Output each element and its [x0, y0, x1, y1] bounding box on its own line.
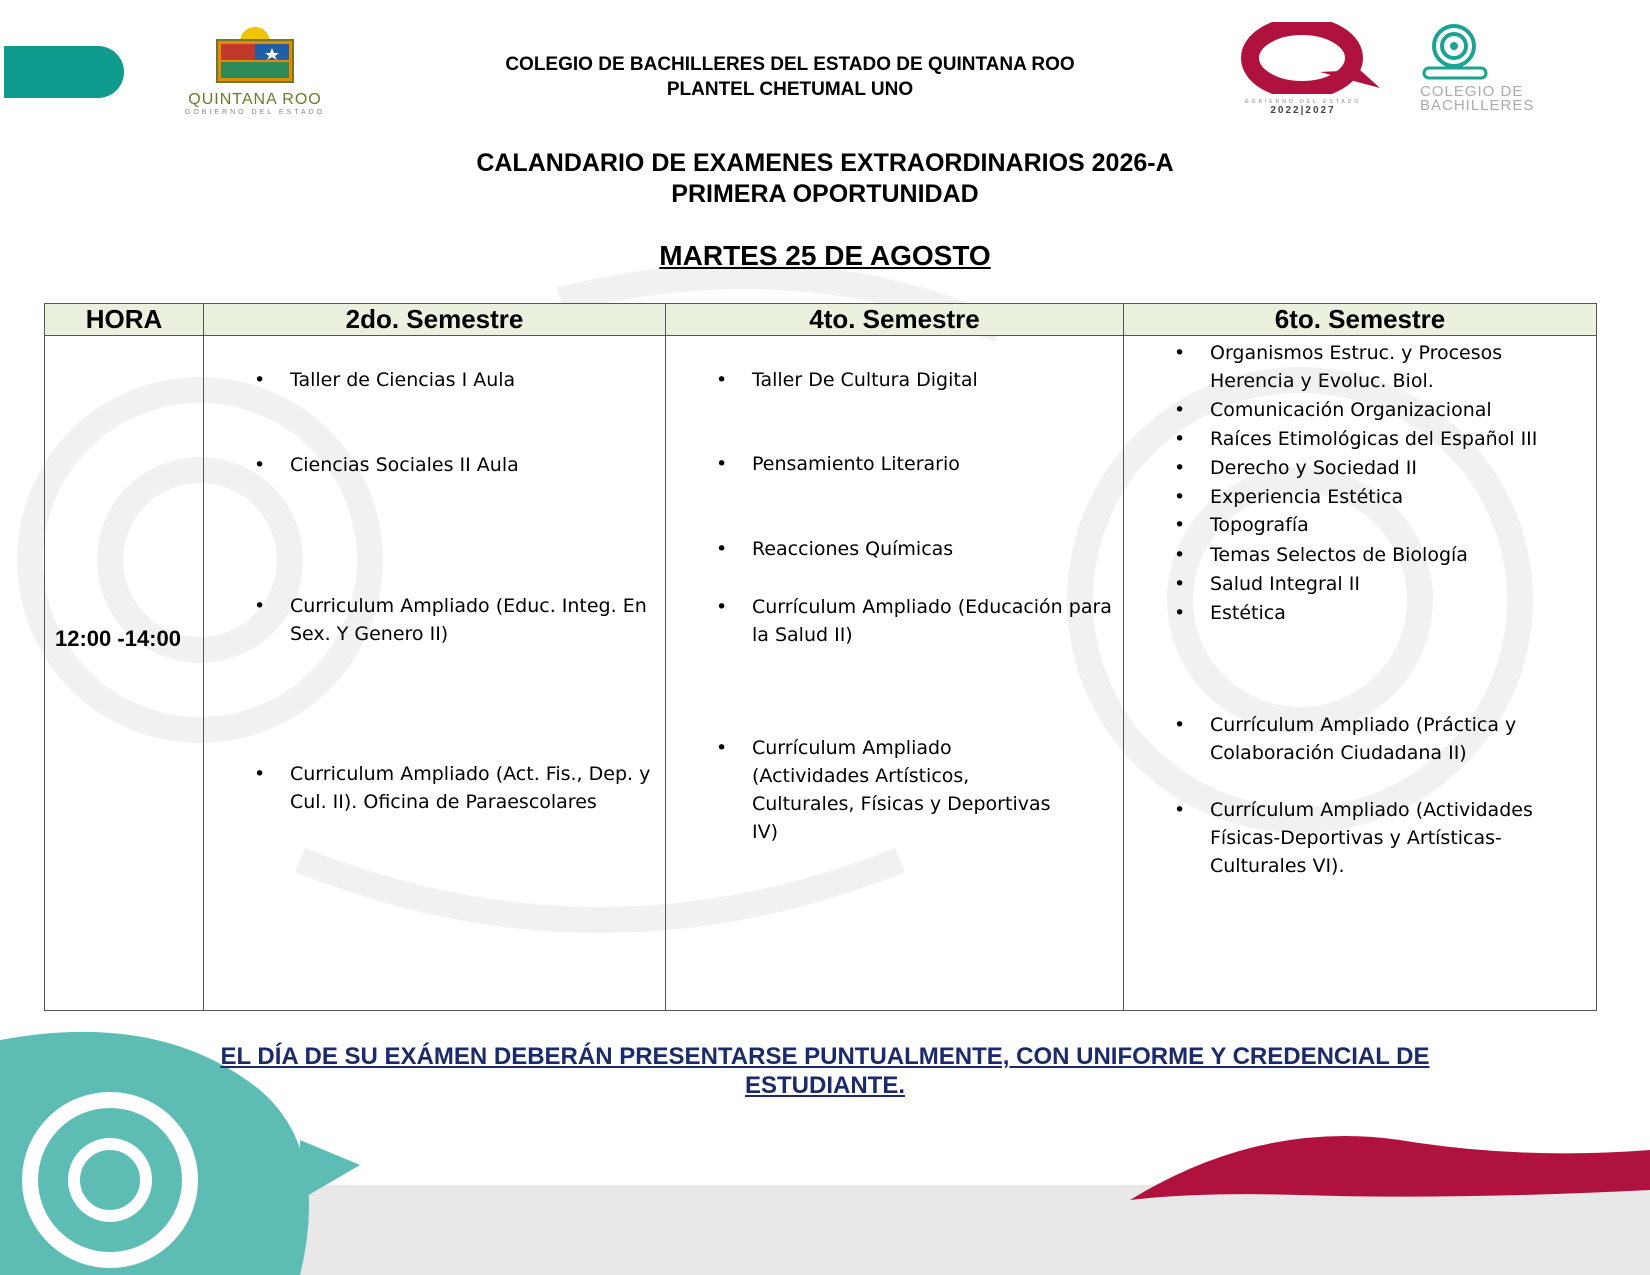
sem4-cell	[666, 336, 1124, 1011]
colegio-bachilleres-logo	[1420, 24, 1580, 114]
list-item: • Temas Selectos de Biología	[1210, 541, 1580, 569]
list-item: • Currículum Ampliado (Actividades Artísticos, Culturales, Físicas y Deportivas IV)	[752, 734, 1072, 846]
sem6-cell	[1124, 336, 1597, 1011]
q-logo-icon	[1240, 22, 1390, 94]
list-item: • Currículum Ampliado (Actividades Físicas-Deportivas y Artísticas-Culturales VI).	[1210, 796, 1550, 880]
list-item: • Ciencias Sociales II Aula	[290, 451, 650, 479]
magenta-wave-decoration	[1130, 1136, 1650, 1200]
header-4to-semestre: 4to. Semestre	[666, 304, 1124, 336]
list-item: • Raíces Etimológicas del Español III	[1210, 425, 1590, 453]
list-item: • Taller de Ciencias I Aula	[290, 366, 650, 394]
table-row	[45, 336, 1597, 1011]
list-item: • Salud Integral II	[1210, 570, 1580, 598]
cobach-logo-line2: BACHILLERES	[1420, 97, 1535, 114]
qroo-logo-subtext: GOBIERNO DEL ESTADO	[184, 109, 326, 116]
document-header	[440, 52, 1140, 102]
list-item: • Comunicación Organizacional	[1210, 396, 1580, 424]
list-item: • Curriculum Ampliado (Educ. Integ. En Sex. Y Genero II)	[290, 592, 650, 648]
list-item: • Organismos Estruc. y Procesos Herencia y Evoluc. Biol.	[1210, 339, 1580, 395]
list-item: • Pensamiento Literario	[752, 450, 1114, 478]
list-item: • Derecho y Sociedad II	[1210, 454, 1580, 482]
header-6to-semestre: 6to. Semestre	[1124, 304, 1597, 336]
teal-tab-decoration	[4, 46, 124, 98]
q-logo-subtext: GOBIERNO DEL ESTADO	[1244, 99, 1362, 105]
calendar-title-line1: CALANDARIO DE EXAMENES EXTRAORDINARIOS 2026-A	[476, 149, 1174, 177]
cobach-logo-line1: COLEGIO DE	[1420, 83, 1524, 100]
list-item: • Topografía	[1210, 511, 1580, 539]
calendar-title	[380, 148, 1270, 210]
list-item: • Currículum Ampliado (Educación para la Salud II)	[752, 593, 1114, 649]
header-hora: HORA	[45, 304, 204, 336]
list-item: • Experiencia Estética	[1210, 483, 1580, 511]
hora-cell	[45, 336, 204, 1011]
q-logo-years: 2022|2027	[1270, 105, 1336, 116]
list-item: • Reacciones Químicas	[752, 535, 1114, 563]
cobach-swirl-icon	[1420, 24, 1490, 80]
list-item: • Estética	[1210, 599, 1580, 627]
quintana-roo-logo	[165, 22, 345, 116]
exam-date: MARTES 25 DE AGOSTO	[659, 240, 991, 271]
footer-notice: EL DÍA DE SU EXÁMEN DEBERÁN PRESENTARSE PUNTUALMENTE, CON UNIFORME Y CREDENCIAL DE ESTUDIANTE.	[220, 1043, 1430, 1099]
list-item: • Curriculum Ampliado (Act. Fis., Dep. y Cul. II). Oficina de Paraescolares	[290, 760, 656, 816]
coat-of-arms-icon	[165, 22, 345, 84]
state-government-q-logo	[1240, 22, 1390, 116]
campus-name: PLANTEL CHETUMAL UNO	[666, 79, 914, 100]
calendar-title-line2: PRIMERA OPORTUNIDAD	[671, 180, 979, 208]
list-item: • Taller De Cultura Digital	[752, 366, 1114, 394]
qroo-logo-text: QUINTANA ROO	[188, 91, 322, 108]
header-2do-semestre: 2do. Semestre	[204, 304, 666, 336]
hora-value: 12:00 -14:00	[55, 626, 181, 651]
institution-name: COLEGIO DE BACHILLERES DEL ESTADO DE QUINTANA ROO	[505, 54, 1075, 75]
list-item: • Currículum Ampliado (Práctica y Colaboración Ciudadana II)	[1210, 711, 1540, 767]
table-header-row	[45, 304, 1597, 336]
exam-schedule-table	[44, 303, 1597, 1011]
sem2-cell	[204, 336, 666, 1011]
